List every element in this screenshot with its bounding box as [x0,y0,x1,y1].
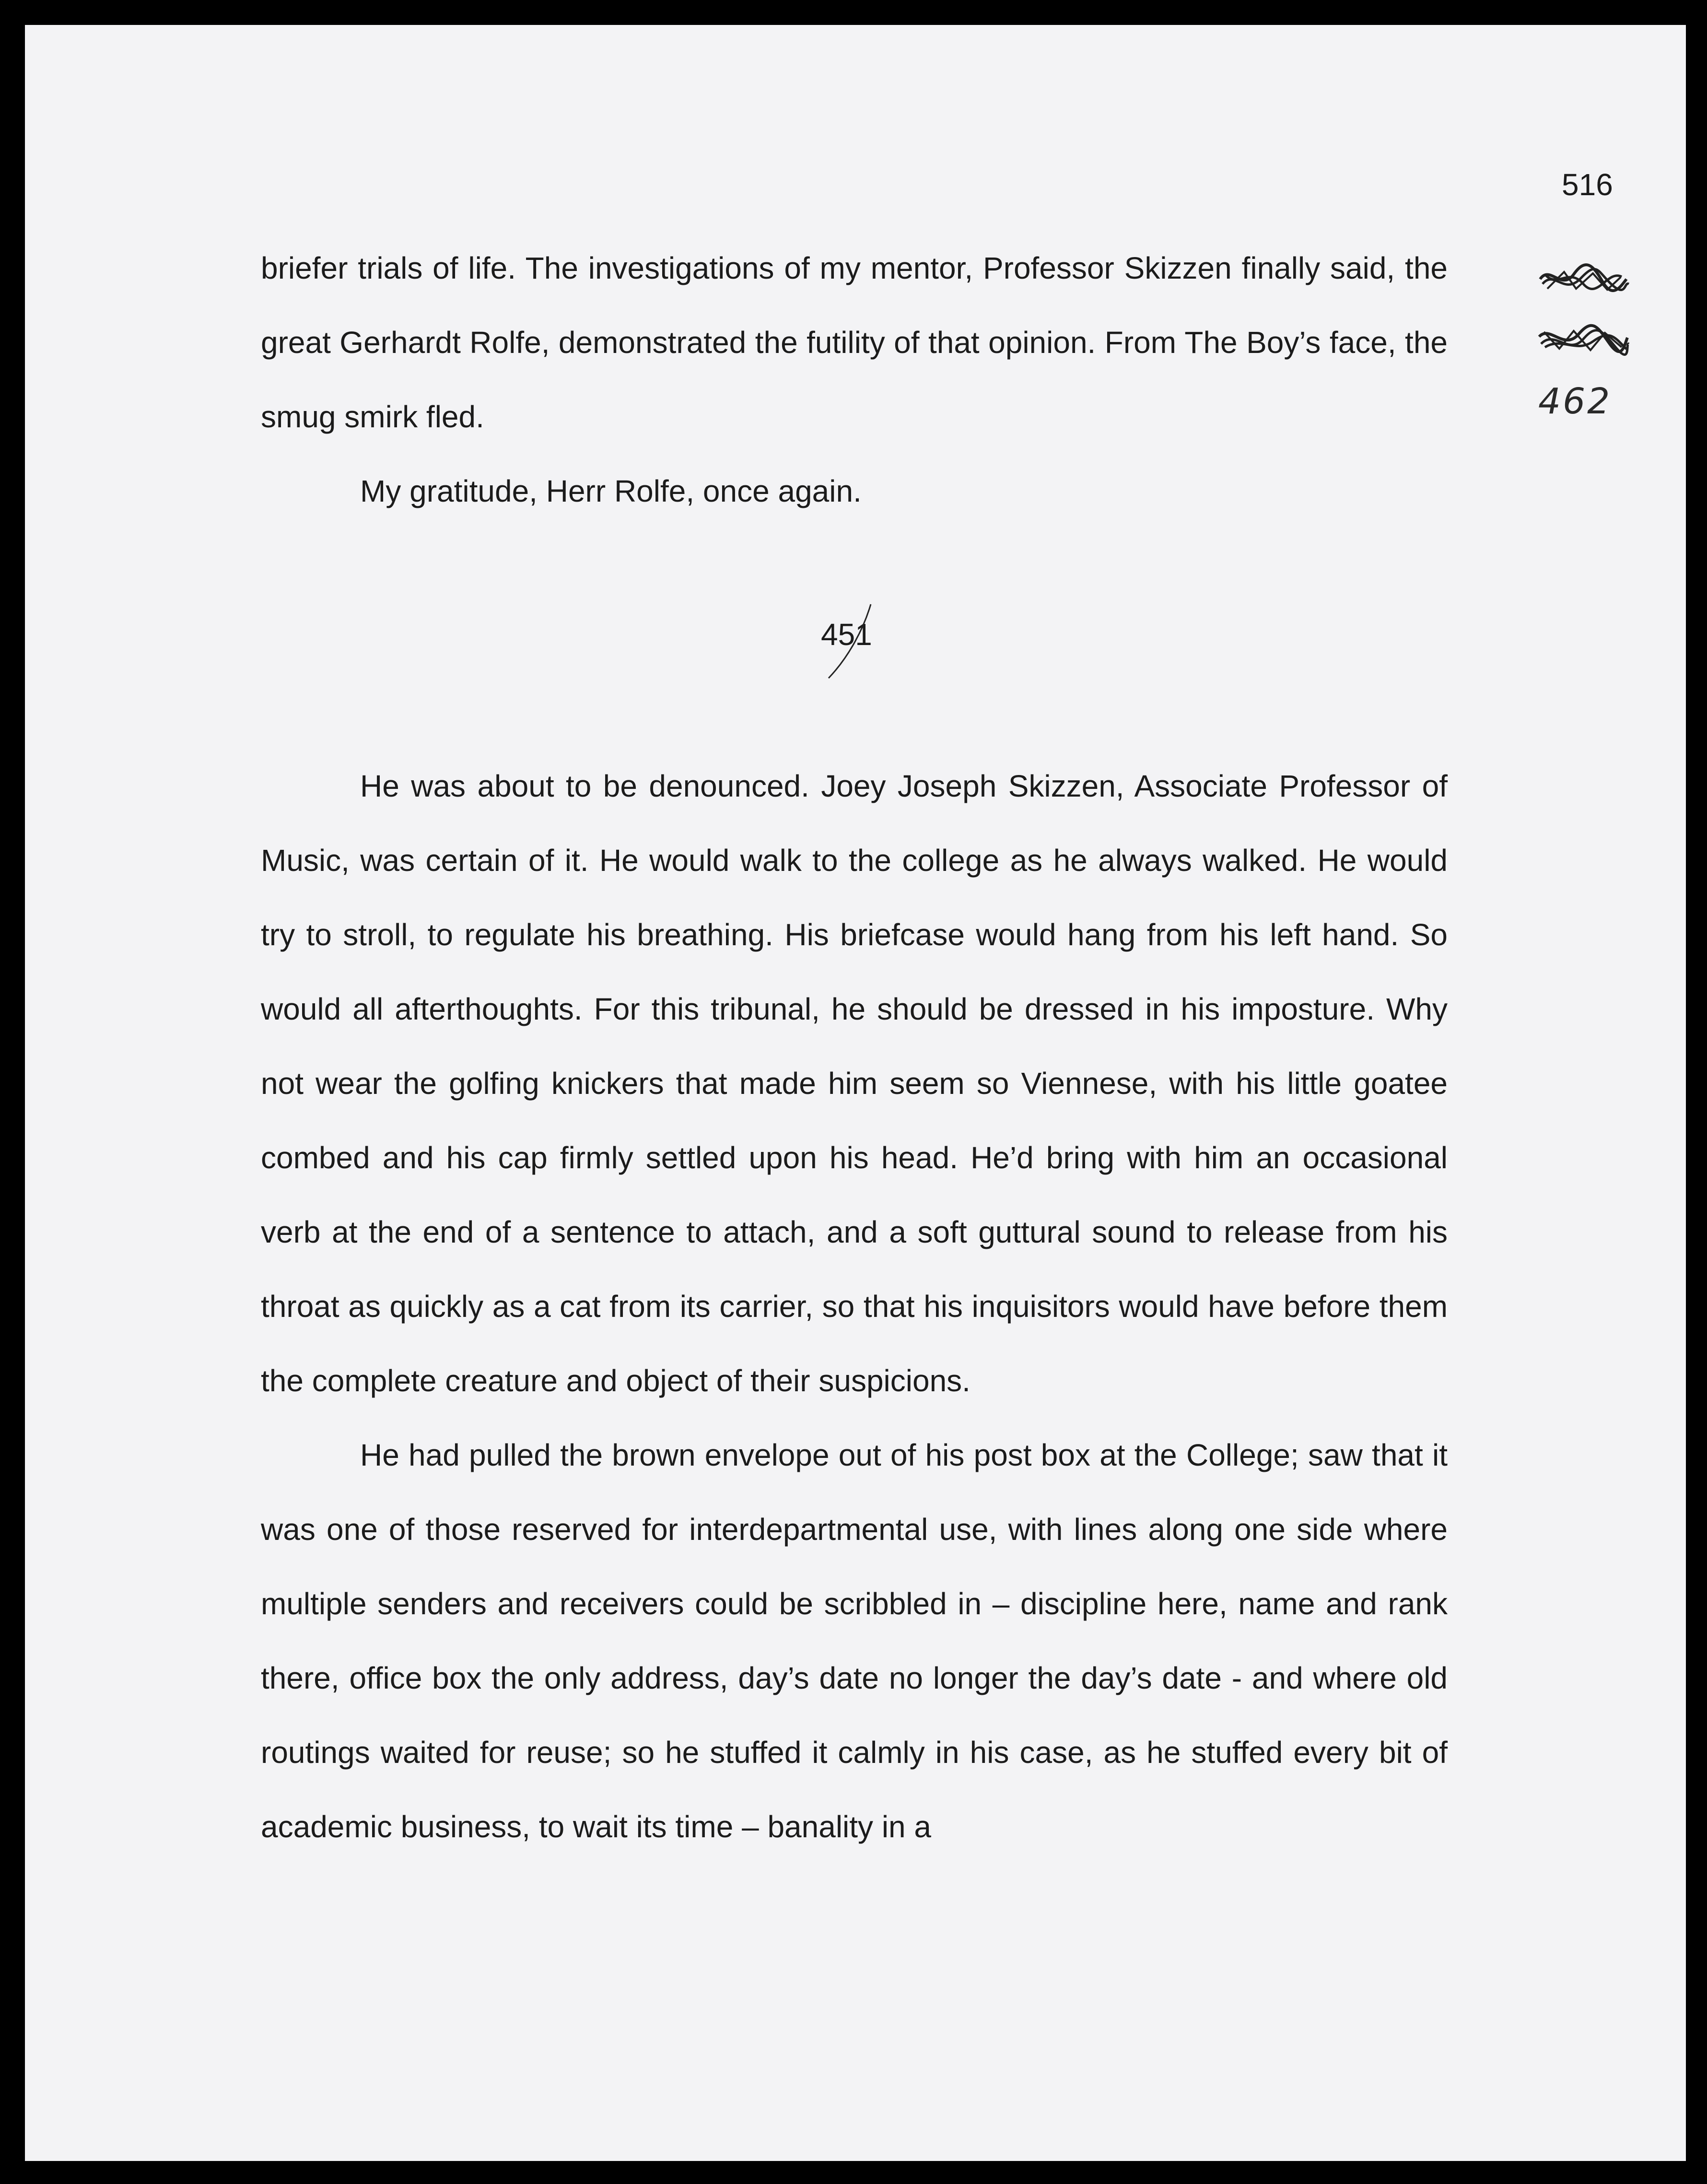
paragraph: briefer trials of life. The investigations of my mentor, Professor Skizzen finally said, the great Gerhardt Rolfe, demonstrated the futility of that opinion. From The Boy’s face, the smug smirk fled. [261,251,1448,434]
scribbled-out-number-2 [1535,317,1631,385]
paragraph: He was about to be denounced. Joey Joseph Skizzen, Associate Professor of Music, was certain of it. He would walk to the college as he always walked. He would try to stroll, to regulate his breathing. His briefcase would hang from his left hand. So would all afterthoughts. For this tribunal, he should be dressed in his imposture. Why not wear the golfing knickers that made him seem so Viennese, with his little goatee combed and his cap firmly settled upon his head. He’d bring with him an occasional verb at the end of a sentence to attach, and a soft guttural sound to release from his throat as quickly as a cat from its carrier, so that his inquisitors would have before them the complete creature and object of their suspicions. [261,769,1448,1398]
page-number: 516 [1562,167,1613,202]
paragraph: My gratitude, Herr Rolfe, once again. [360,474,862,508]
handwritten-page-number: 462 [1538,381,1612,422]
text-block-main [261,749,1448,1864]
handwritten-page-numbers [1535,255,1631,437]
manuscript-page [25,25,1686,2161]
paragraph: He had pulled the brown envelope out of his post box at the College; saw that it was one of those reserved for interdepartmental use, with lines along one side where multiple senders and receivers could be scribbled in – discipline here, name and rank there, office box the only address, day’s date no longer the day’s date - and where old routings waited for reuse; so he stuffed it calmly in his case, as he stuffed every bit of academic business, to wait its time – banality in a [261,1438,1448,1844]
section-number [821,599,898,685]
strike-through-mark [821,599,898,685]
section-number-text: 451 [821,617,872,652]
text-block-top [261,231,1448,528]
